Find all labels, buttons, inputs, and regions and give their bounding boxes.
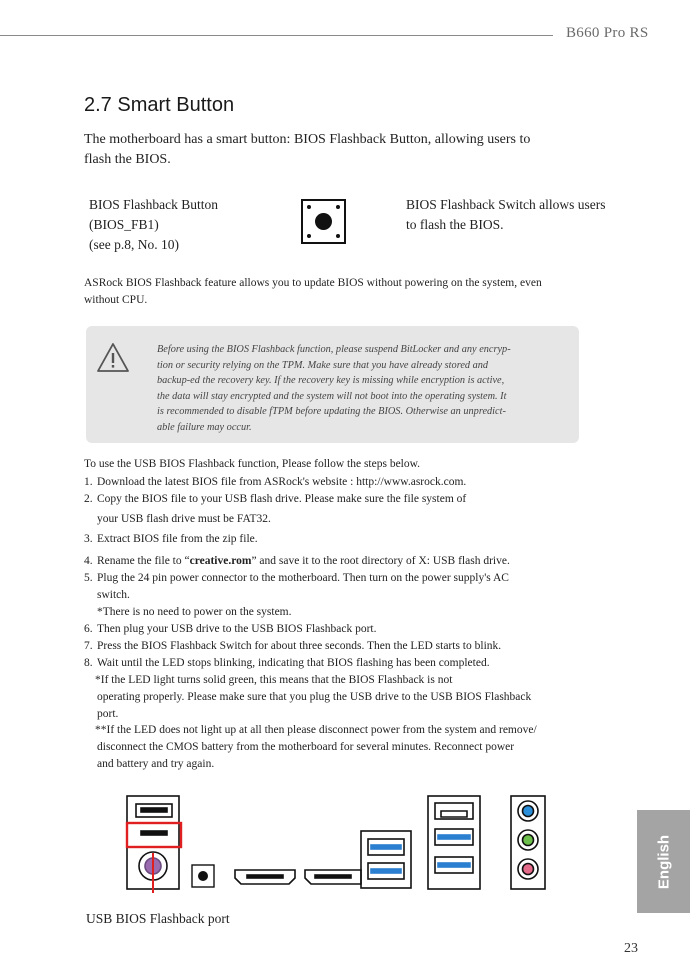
rename-prefix: Rename the file to “ xyxy=(97,555,190,567)
step-number: 3. xyxy=(84,533,93,545)
step-text: Then plug your USB drive to the USB BIOS Flashback port. xyxy=(97,623,377,635)
intro-line: The motherboard has a smart button: BIOS Flashback Button, allowing users to xyxy=(84,132,531,147)
step-text: Wait until the LED stops blinking, indicating that BIOS flashing has been completed. xyxy=(97,657,490,669)
rename-suffix: ” and save it to the root directory of X: USB flash drive. xyxy=(251,555,510,567)
section-title: 2.7 Smart Button xyxy=(84,94,235,116)
step-number: 2. xyxy=(84,493,93,505)
steps-intro: To use the USB BIOS Flashback function, Please follow the steps below. xyxy=(84,458,421,470)
step-number: 1. xyxy=(84,476,93,488)
step-note: disconnect the CMOS battery from the motherboard for several minutes. Reconnect power xyxy=(97,741,515,753)
flashback-button-label xyxy=(89,195,218,255)
warning-line: able failure may occur. xyxy=(157,421,252,433)
warning-line: the data will stay encrypted and the system will not boot into the operating system. It xyxy=(157,390,507,402)
step-number: 7. xyxy=(84,640,93,652)
step-text: Press the BIOS Flashback Switch for about three seconds. Then the LED starts to blink. xyxy=(97,640,502,652)
rear-io-diagram xyxy=(115,783,555,893)
step-text: Download the latest BIOS file from ASRock's website : http://www.asrock.com. xyxy=(97,476,467,488)
step-text: your USB flash drive must be FAT32. xyxy=(97,513,271,525)
step-number: 5. xyxy=(84,572,93,584)
step-note: *There is no need to power on the system. xyxy=(97,606,292,618)
filename: creative.rom xyxy=(189,555,252,567)
step-text: Plug the 24 pin power connector to the motherboard. Then turn on the power supply's AC xyxy=(97,572,509,584)
step-number: 6. xyxy=(84,623,93,635)
warning-line: is recommended to disable fTPM before updating the BIOS. Otherwise an unpredict- xyxy=(157,406,506,417)
hdmi-port xyxy=(235,870,295,884)
flashback-label-line: (BIOS_FB1) xyxy=(89,217,159,232)
step-number: 4. xyxy=(84,555,93,567)
intro-paragraph xyxy=(84,130,544,170)
step-note: and battery and try again. xyxy=(97,758,215,770)
lan-usb-stack xyxy=(428,796,480,889)
usb3-stack xyxy=(361,831,411,888)
step-text: Extract BIOS file from the zip file. xyxy=(97,533,258,545)
flashback-label-line: BIOS Flashback Button xyxy=(89,197,219,212)
header-rule xyxy=(0,35,553,36)
displayport-port xyxy=(305,870,361,884)
step-text: switch. xyxy=(97,589,130,601)
audio-jacks xyxy=(511,796,545,889)
flashback-button-icon xyxy=(301,199,346,244)
flashback-desc-line: BIOS Flashback Switch allows users xyxy=(406,197,606,212)
warning-triangle-icon xyxy=(96,342,130,374)
page-number: 23 xyxy=(624,941,638,956)
diagram-caption: USB BIOS Flashback port xyxy=(86,911,230,926)
feature-paragraph xyxy=(84,275,574,309)
step-text: Copy the BIOS file to your USB flash drive. Please make sure the file system of xyxy=(97,493,467,505)
language-label: English xyxy=(655,834,672,889)
step-number: 8. xyxy=(84,657,93,669)
flashback-button-small xyxy=(192,865,214,887)
flashback-label-line: (see p.8, No. 10) xyxy=(89,237,179,252)
feature-line: ASRock BIOS Flashback feature allows you to update BIOS without powering on the system, even xyxy=(84,277,542,289)
feature-line: without CPU. xyxy=(84,294,148,306)
step-note: port. xyxy=(97,708,119,720)
flashback-desc-line: to flash the BIOS. xyxy=(406,217,504,232)
warning-line: Before using the BIOS Flashback function, please suspend BitLocker and any encryp- xyxy=(157,344,511,355)
step-note: **If the LED does not light up at all then please disconnect power from the system and remove/ xyxy=(95,724,537,736)
intro-line: flash the BIOS. xyxy=(84,152,171,167)
step-text-rename xyxy=(97,553,510,569)
warning-line: backup-ed the recovery key. If the recovery key is missing while encryption is active, xyxy=(157,375,505,386)
language-tab xyxy=(637,810,690,913)
step-note: operating properly. Please make sure that you plug the USB drive to the USB BIOS Flashback xyxy=(97,691,532,703)
step-note: *If the LED light turns solid green, this means that the BIOS Flashback is not xyxy=(95,674,453,686)
warning-text xyxy=(157,342,537,435)
warning-line: tion or security relying on the TPM. Make sure that you have already stored and xyxy=(157,359,489,371)
model-name: B660 Pro RS xyxy=(566,25,649,41)
flashback-description xyxy=(406,195,616,235)
